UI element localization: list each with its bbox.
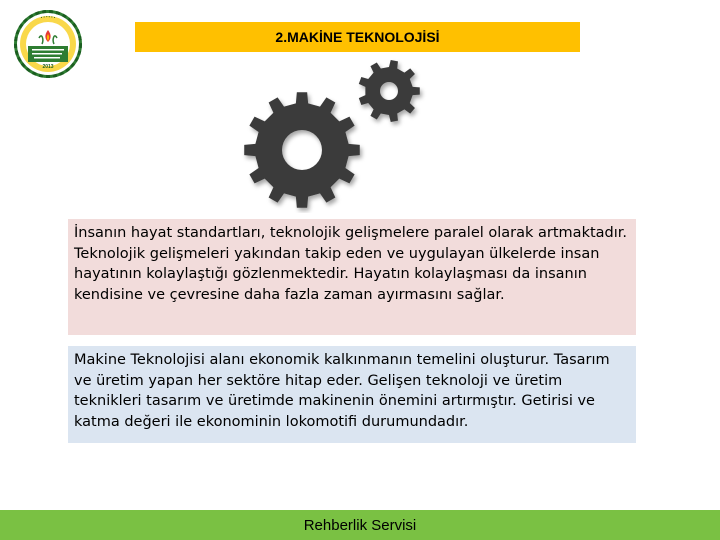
svg-text:• • • • • •: • • • • • • [40,13,56,20]
small-gear-icon [359,60,420,122]
footer-bar [0,510,720,540]
description-paragraph-text: Makine Teknolojisi alanı ekonomik kalkınmanın temelini oluşturur. Tasarım ve üretim yapan her sektöre hitap eder. Gelişen teknoloji ve üretim teknikleri tasarım ve üretimde makinenin önemini artırmıştır. Getirisi ve katma değeri ile ekonominin lokomotifi durumundadır. [74,352,610,430]
page-title [135,22,580,52]
page-title-text: 2.MAKİNE TEKNOLOJİSİ [275,29,440,45]
school-emblem-icon [6,8,90,80]
description-paragraph [68,346,636,443]
gears-icon [222,58,452,213]
logo-year: 2013 [42,64,54,70]
intro-paragraph [68,219,636,335]
large-gear-icon [244,92,360,208]
intro-paragraph-text: İnsanın hayat standartları, teknolojik gelişmelere paralel olarak artmaktadır. Teknolojik gelişmeleri yakından takip eden ve uygulayan ülkelerde insan hayatının kolaylaştığı gözlenmektedir. Hayatın kolaylaşması da insanın kendisine ve çevresine daha fazla zaman ayırmasını sağlar. [74,225,628,303]
footer-label: Rehberlik Servisi [303,516,417,534]
